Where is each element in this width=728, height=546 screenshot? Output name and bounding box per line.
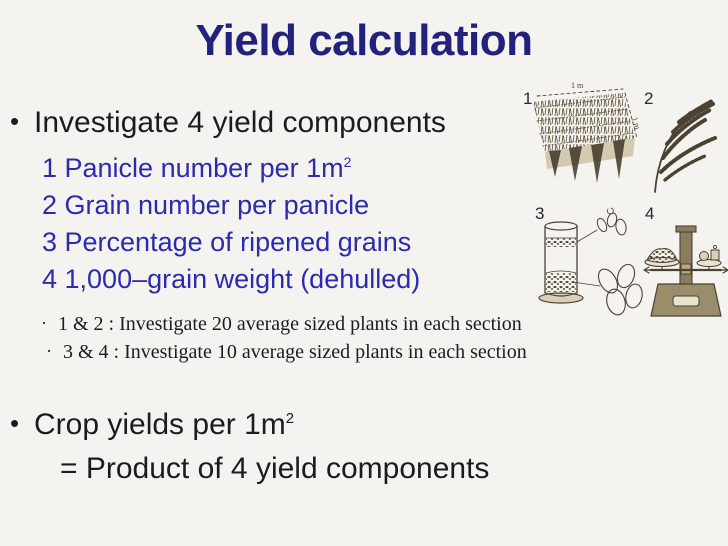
bullet-crop-yields (10, 406, 530, 444)
sub-bullet-notes (37, 310, 530, 366)
yield-components-list (42, 150, 530, 298)
component-3-text: 3 Percentage of ripened grains (42, 227, 412, 257)
slide-body (10, 104, 530, 488)
field-plot-sketch (523, 81, 642, 183)
crop-yields-text: Crop yields per 1m (34, 408, 286, 441)
component-1-superscript: 2 (343, 154, 352, 170)
component-item-3 (42, 224, 530, 261)
sub-bullet-1-text: 1 & 2 : Investigate 20 average sized plants in each section (58, 313, 522, 335)
cylinder-sketch (535, 204, 644, 317)
balance-scale-sketch (644, 204, 728, 316)
plot-side-dimension-label: 1 m (630, 116, 643, 131)
bullet-marker: • (10, 408, 20, 438)
page-title: Yield calculation (195, 16, 533, 65)
cylinder-number-label: 3 (535, 204, 545, 223)
sub-bullet-2 (37, 338, 530, 366)
bullet-crop-text (34, 408, 294, 441)
crop-yields-superscript: 2 (285, 410, 295, 427)
bullet-investigate-text: Investigate 4 yield components (34, 106, 446, 139)
bullet-investigate (10, 104, 530, 142)
plot-top-dimension-label: 1 m (571, 81, 584, 90)
sub-bullet-marker: · (46, 341, 52, 361)
sub-bullet-marker: · (41, 313, 47, 333)
product-line: = Product of 4 yield components (60, 452, 490, 485)
yield-components-illustration (505, 80, 728, 330)
scale-number-label: 4 (645, 204, 655, 223)
component-1-text: 1 Panicle number per 1m (42, 153, 344, 183)
plot-number-label: 1 (523, 89, 533, 108)
component-item-1 (42, 150, 530, 187)
component-item-2 (42, 187, 530, 224)
sub-bullet-1 (37, 310, 530, 338)
panicle-number-label: 2 (644, 89, 654, 108)
component-2-text: 2 Grain number per panicle (42, 190, 370, 220)
sub-bullet-2-text: 3 & 4 : Investigate 10 average sized plants in each section (63, 341, 527, 363)
component-4-text: 4 1,000–grain weight (dehulled) (42, 264, 421, 294)
panicle-sketch (644, 89, 715, 192)
component-item-4 (42, 261, 530, 298)
bullet-marker: • (10, 106, 20, 136)
